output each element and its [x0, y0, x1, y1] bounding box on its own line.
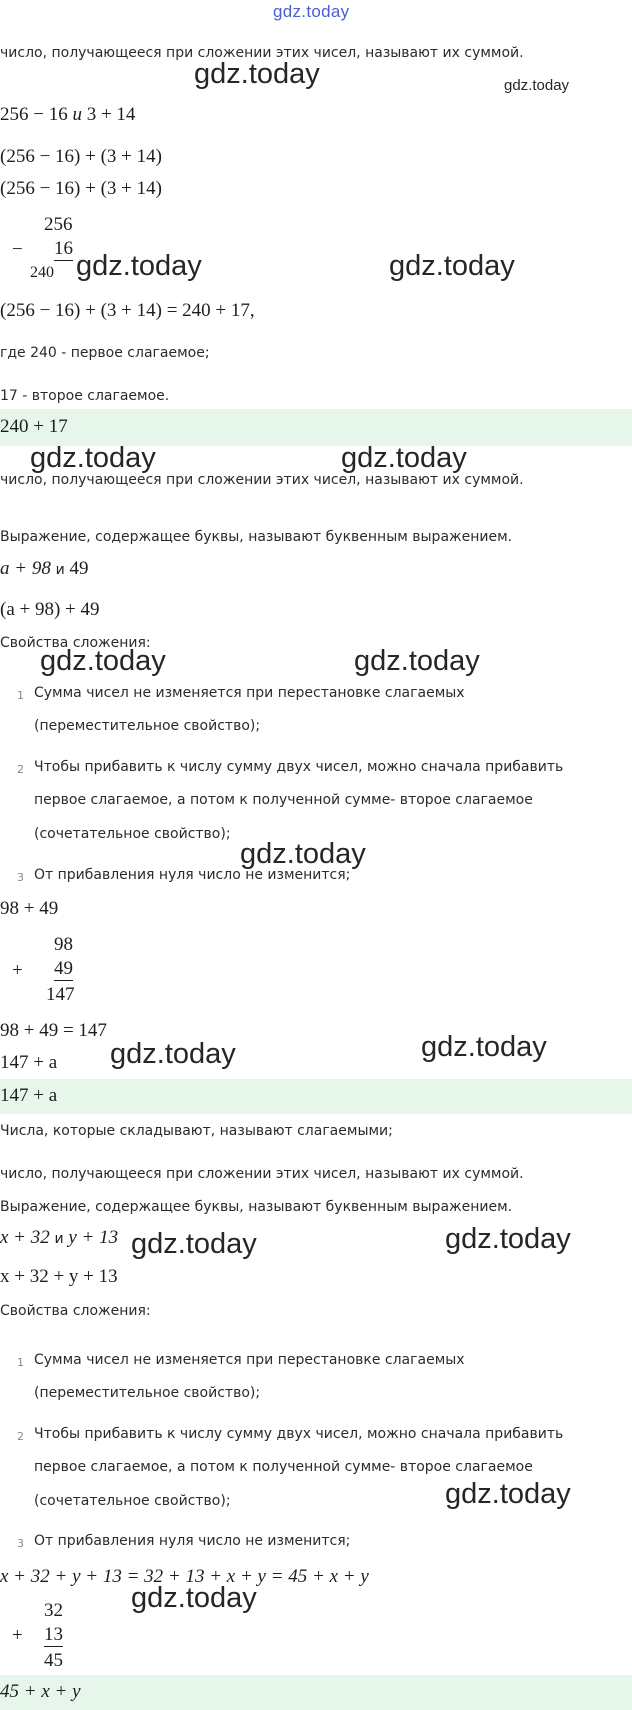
watermark-text: gdz.today	[194, 58, 320, 90]
property-text: От прибавления нуля число не изменится;	[34, 1533, 351, 1549]
column-addend: 49	[54, 958, 73, 979]
list-number: 3	[17, 1537, 24, 1550]
property-text: (сочетательное свойство);	[34, 1493, 231, 1509]
second-addend-note: 17 - второе слагаемое.	[0, 388, 170, 404]
watermark-text: gdz.today	[131, 1582, 257, 1614]
list-number: 1	[17, 689, 24, 702]
watermark-text: gdz.today	[389, 250, 515, 282]
property-text: (переместительное свойство);	[34, 718, 261, 734]
property-text: первое слагаемое, а потом к полученной сумме- второе слагаемое	[34, 792, 533, 808]
watermark-text: gdz.today	[40, 645, 166, 677]
sum-definition-text: число, получающееся при сложении этих чисел, называют их суммой.	[0, 45, 524, 61]
expression-b: 3 + 14	[86, 104, 136, 125]
list-number: 2	[17, 763, 24, 776]
header-watermark: gdz.today	[273, 2, 350, 21]
watermark-text: gdz.today	[504, 77, 570, 94]
property-text: первое слагаемое, а потом к полученной сумме- второе слагаемое	[34, 1459, 533, 1475]
watermark-text: gdz.today	[341, 442, 467, 474]
column-top: 98	[54, 934, 73, 955]
expression-result: (256 − 16) + (3 + 14) = 240 + 17,	[0, 300, 255, 321]
letter-expression-definition: Выражение, содержащее буквы, называют буквенным выражением.	[0, 529, 513, 545]
watermark-text: gdz.today	[110, 1038, 236, 1070]
watermark-text: gdz.today	[131, 1228, 257, 1260]
column-sign: +	[12, 960, 23, 981]
column-sign: +	[12, 1625, 23, 1646]
expression-transform: x + 32 + y + 13 = 32 + 13 + x + y = 45 + x + y	[0, 1566, 369, 1587]
expression-letter: 147 + a	[0, 1052, 58, 1073]
watermark-text: gdz.today	[30, 442, 156, 474]
property-text: Чтобы прибавить к числу сумму двух чисел, можно сначала прибавить	[34, 1426, 564, 1442]
property-text: Сумма чисел не изменяется при перестановке слагаемых	[34, 685, 465, 701]
property-text: Сумма чисел не изменяется при перестановке слагаемых	[34, 1352, 465, 1368]
conjunction: и	[54, 1231, 64, 1247]
watermark-text: gdz.today	[445, 1478, 571, 1510]
answer-text: 45 + x + y	[0, 1681, 81, 1702]
expression-addition: 98 + 49	[0, 898, 59, 919]
column-result: 240	[30, 264, 54, 281]
column-result: 45	[44, 1650, 63, 1671]
expression-result: 98 + 49 = 147	[0, 1020, 107, 1041]
column-sign: −	[12, 239, 23, 260]
expression-pair	[0, 104, 135, 126]
list-number: 1	[17, 1356, 24, 1369]
expression-a: a + 98	[0, 558, 51, 579]
property-text: (сочетательное свойство);	[34, 826, 231, 842]
first-addend-note: где 240 - первое слагаемое;	[0, 345, 210, 361]
watermark-text: gdz.today	[445, 1223, 571, 1255]
answer-band	[0, 409, 632, 446]
properties-title: Свойства сложения:	[0, 1303, 151, 1319]
watermark-text: gdz.today	[76, 250, 202, 282]
letter-expression-definition: Выражение, содержащее буквы, называют буквенным выражением.	[0, 1199, 513, 1215]
expression-b: 49	[69, 558, 89, 579]
sum-definition-text: число, получающееся при сложении этих чисел, называют их суммой.	[0, 472, 524, 488]
watermark-text: gdz.today	[354, 645, 480, 677]
expression-a: 256 − 16	[0, 104, 68, 125]
answer-text: 147 + a	[0, 1085, 58, 1106]
answer-band	[0, 1079, 632, 1114]
expression-sum: (256 − 16) + (3 + 14)	[0, 146, 162, 167]
answer-band	[0, 1675, 632, 1710]
expression-pair	[0, 1227, 118, 1249]
watermark-text: gdz.today	[421, 1031, 547, 1063]
column-addend: 13	[44, 1624, 63, 1645]
property-text: От прибавления нуля число не изменится;	[34, 867, 351, 883]
list-number: 3	[17, 871, 24, 884]
expression-sum-repeat: (256 − 16) + (3 + 14)	[0, 178, 162, 199]
answer-text: 240 + 17	[0, 416, 68, 437]
property-text: (переместительное свойство);	[34, 1385, 261, 1401]
sum-definition-text: число, получающееся при сложении этих чисел, называют их суммой.	[0, 1166, 524, 1182]
column-subtrahend: 16	[54, 238, 73, 259]
column-top: 256	[44, 214, 73, 235]
expression-sum: (a + 98) + 49	[0, 599, 100, 620]
expression-a: x + 32	[0, 1227, 50, 1248]
addends-definition: Числа, которые складывают, называют слагаемыми;	[0, 1123, 393, 1139]
expression-sum: x + 32 + y + 13	[0, 1266, 118, 1287]
conjunction: и	[55, 562, 65, 578]
list-number: 2	[17, 1430, 24, 1443]
watermark-text: gdz.today	[240, 838, 366, 870]
property-text: Чтобы прибавить к числу сумму двух чисел, можно сначала прибавить	[34, 759, 564, 775]
column-result: 147	[46, 984, 75, 1005]
expression-b: y + 13	[68, 1227, 119, 1248]
column-top: 32	[44, 1600, 63, 1621]
conjunction: и	[72, 104, 82, 125]
expression-pair	[0, 558, 88, 580]
properties-title: Свойства сложения:	[0, 635, 151, 651]
